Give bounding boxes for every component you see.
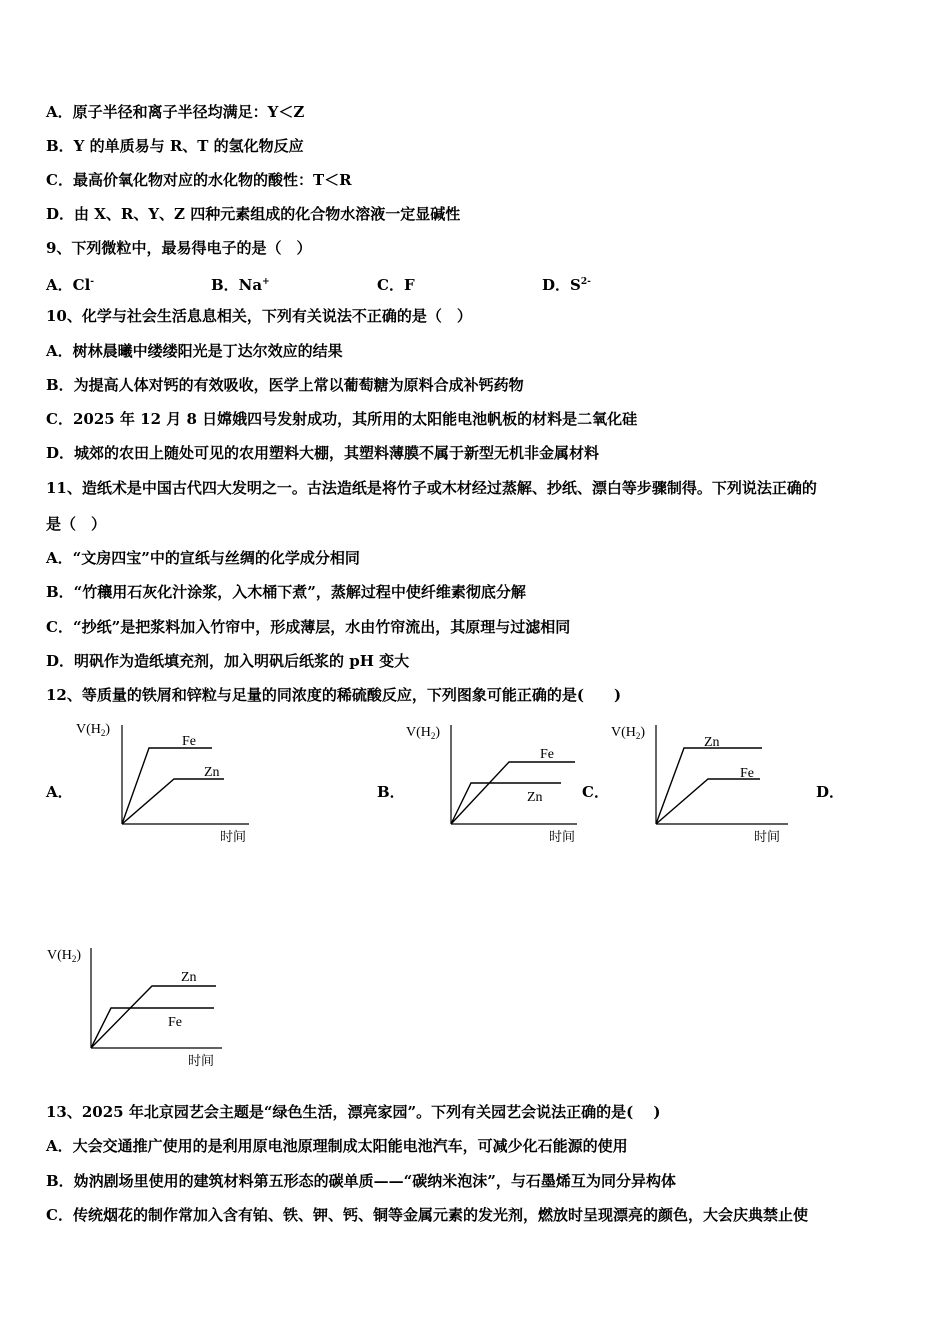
q13-option-c: C．传统烟花的制作常加入含有铂、铁、钾、钙、铜等金属元素的发光剂，燃放时呈现漂亮的颜色，大会庆典禁止使 <box>46 1206 808 1224</box>
x-axis-label: 时间 <box>754 830 781 845</box>
series-line-top <box>451 762 575 824</box>
x-axis-label: 时间 <box>549 830 576 845</box>
series-line-top <box>656 748 762 824</box>
graph-b <box>405 715 585 850</box>
q12-choice-c: C． <box>582 783 609 801</box>
q11-option-c: C．“抄纸”是把浆料加入竹帘中，形成薄层，水由竹帘流出，其原理与过滤相同 <box>46 618 571 636</box>
q9-stem: 9、下列微粒中，最易得电子的是（ ） <box>46 239 312 257</box>
q13-option-b: B．妫汭剧场里使用的建筑材料第五形态的碳单质——“碳纳米泡沫”，与石墨烯互为同分异构体 <box>46 1172 676 1190</box>
series-label-bottom: Zn <box>527 790 543 805</box>
q9-option-a: A．Cl- <box>46 276 95 294</box>
q11-stem-line2: 是（ ） <box>46 515 107 533</box>
q13-option-a: A．大会交通推广使用的是利用原电池原理制成太阳能电池汽车，可减少化石能源的使用 <box>46 1137 628 1155</box>
q9-option-d: D．$S^{2-}$ <box>542 276 591 294</box>
series-label-bottom: Zn <box>204 765 220 780</box>
q9-option-b: B．Na+ <box>211 276 270 294</box>
y-axis-label: $V(H_2)$ <box>76 722 111 738</box>
series-line-bottom <box>122 779 224 824</box>
q11-option-a: A．“文房四宝”中的宣纸与丝绸的化学成分相同 <box>46 549 360 567</box>
y-axis-label: $V(H_2)$ <box>611 725 646 741</box>
series-line-bottom <box>451 783 561 824</box>
q8-option-d: D．由 X、R、Y、Z 四种元素组成的化合物水溶液一定显碱性 <box>46 205 461 223</box>
series-line-bottom <box>656 779 760 824</box>
q11-option-d: D．明矾作为造纸填充剂，加入明矾后纸浆的 pH 变大 <box>46 652 410 670</box>
q10-option-b: B．为提高人体对钙的有效吸收，医学上常以葡萄糖为原料合成补钙药物 <box>46 376 524 394</box>
x-axis-label: 时间 <box>220 830 247 845</box>
series-label-top: Fe <box>540 747 554 762</box>
y-axis-label: $V(H_2)$ <box>47 948 82 964</box>
q12-choice-b: B． <box>377 783 405 801</box>
q8-option-a: A．原子半径和离子半径均满足：Y＜Z <box>46 103 305 121</box>
series-label-top: Fe <box>182 734 196 749</box>
q12-choice-a: A． <box>46 783 73 801</box>
series-line-bottom <box>91 1008 214 1048</box>
q10-option-c: C．2025 年 12 月 8 日嫦娥四号发射成功，其所用的太阳能电池帆板的材料是二氧化硅 <box>46 410 638 428</box>
graph-d <box>46 938 231 1073</box>
series-label-bottom: Fe <box>740 766 754 781</box>
graph-c <box>610 715 795 850</box>
q10-option-a: A．树林晨曦中缕缕阳光是丁达尔效应的结果 <box>46 342 343 360</box>
series-line-top <box>91 986 216 1048</box>
q8-option-c: C．最高价氧化物对应的水化物的酸性：T＜R <box>46 171 352 189</box>
q10-stem: 10、化学与社会生活息息相关，下列有关说法不正确的是（ ） <box>46 307 472 325</box>
q12-choice-d: D． <box>816 783 845 801</box>
series-label-top: Zn <box>704 735 720 750</box>
y-axis-label: $V(H_2)$ <box>406 725 441 741</box>
q12-stem: 12、等质量的铁屑和锌粒与足量的同浓度的稀硫酸反应，下列图象可能正确的是( ) <box>46 686 622 704</box>
q10-option-d: D．城郊的农田上随处可见的农用塑料大棚，其塑料薄膜不属于新型无机非金属材料 <box>46 444 600 462</box>
q13-stem: 13、2025 年北京园艺会主题是“绿色生活，漂亮家园”。下列有关园艺会说法正确的是( ) <box>46 1103 661 1121</box>
q9-option-c: C．F <box>377 276 415 294</box>
q8-option-b: B．Y 的单质易与 R、T 的氢化物反应 <box>46 137 304 155</box>
q11-stem-line1: 11、造纸术是中国古代四大发明之一。古法造纸是将竹子或木材经过蒸解、抄纸、漂白等步骤制得。下列说法正确的 <box>46 479 817 497</box>
series-label-bottom: Fe <box>168 1015 182 1030</box>
series-label-top: Zn <box>181 970 197 985</box>
q11-option-b: B．“竹穰用石灰化汁涂浆，入木桶下煮”，蒸解过程中使纤维素彻底分解 <box>46 583 526 601</box>
graph-a <box>74 715 254 850</box>
x-axis-label: 时间 <box>188 1054 215 1069</box>
